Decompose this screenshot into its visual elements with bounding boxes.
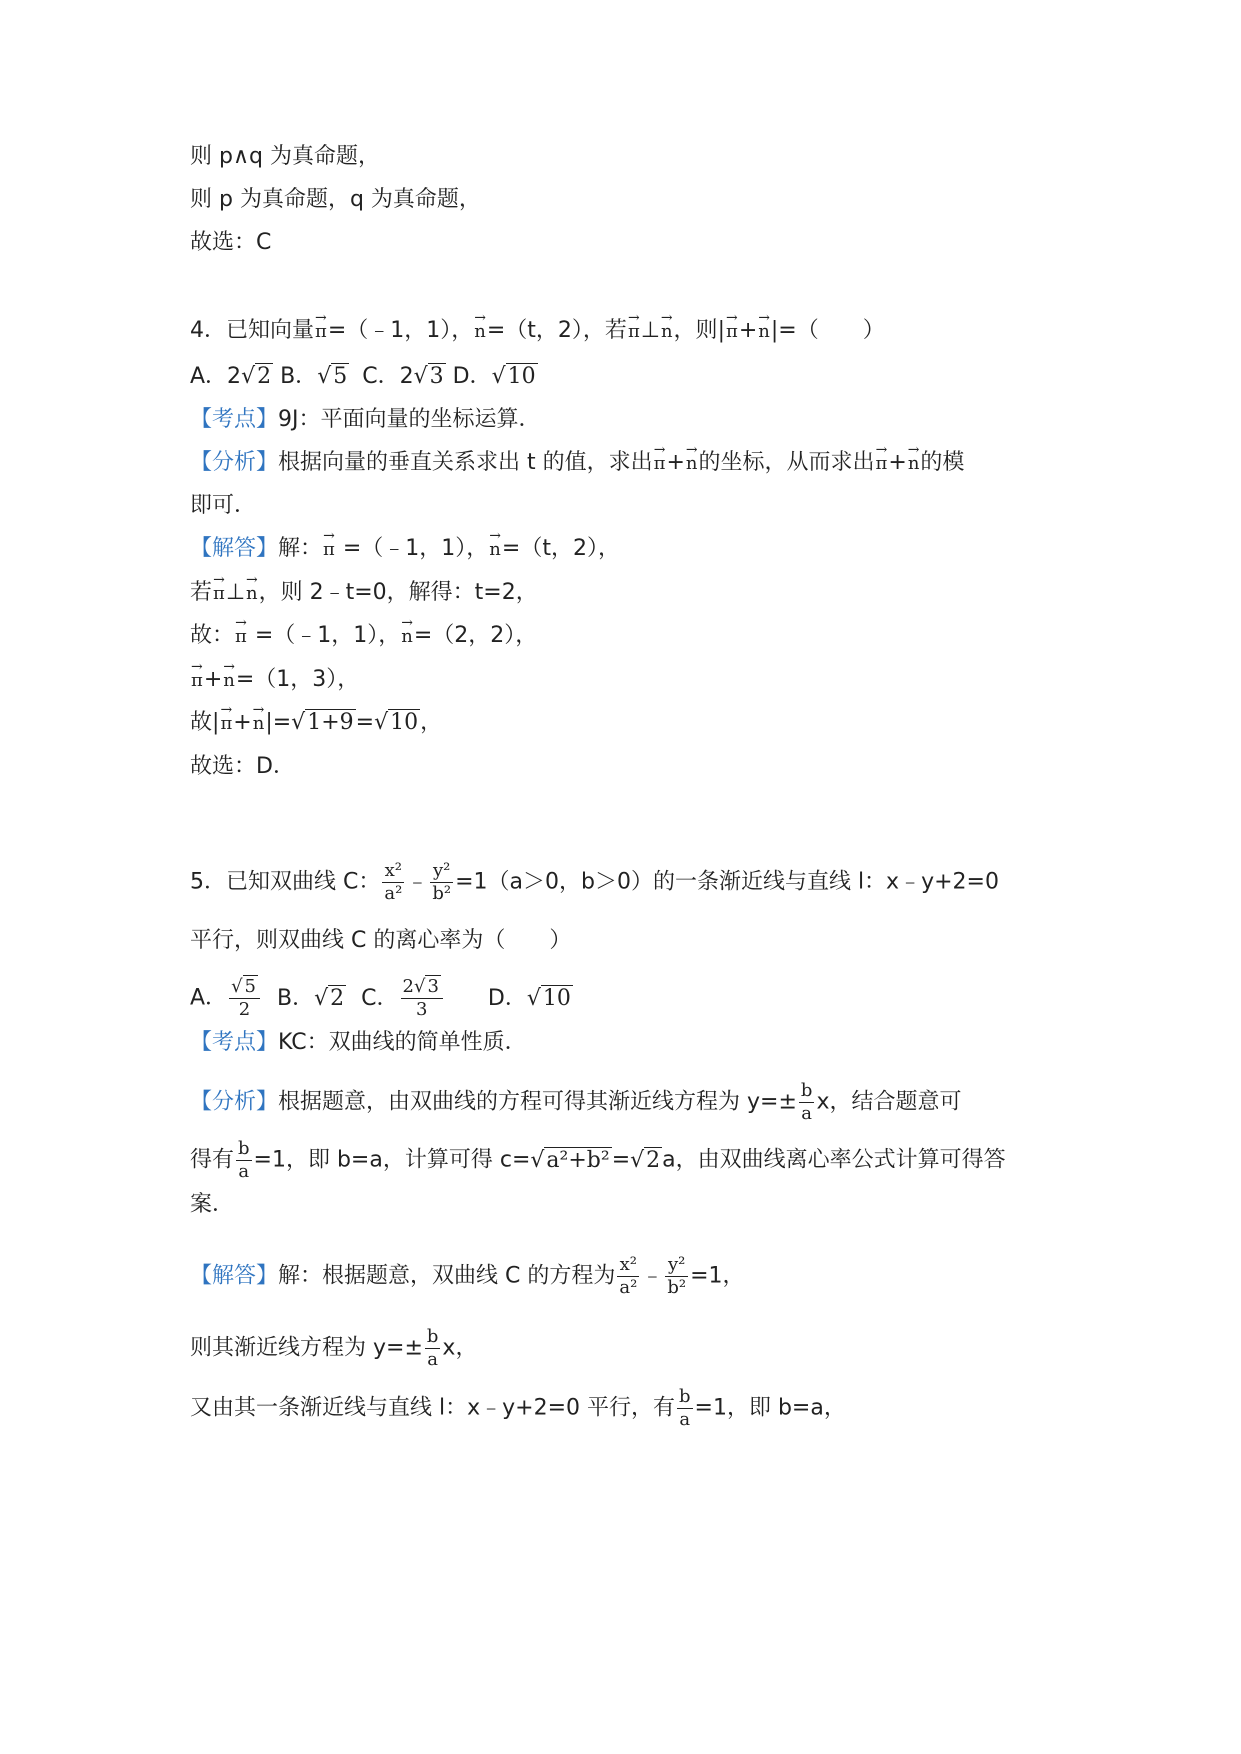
jieda-tag: 【解答】 bbox=[190, 1263, 279, 1289]
text-line: 故选：C bbox=[190, 230, 272, 255]
question-4-stem: 4．已知向量→ π=（﹣1，1），→ n=（t，2），若→ π⊥→ n，则|→ π+→ n|=（ ） bbox=[190, 316, 885, 347]
text-line: 则 p 为真命题，q 为真命题， bbox=[190, 187, 481, 212]
text-line: 平行，则双曲线 C 的离心率为（ ） bbox=[190, 928, 572, 953]
fenxi-line: 【分析】根据题意，由双曲线的方程可得其渐近线方程为 y=± $\frac{b}{a}$ x，结合题意可 bbox=[190, 1080, 962, 1124]
kaodian-line: 【考点】9J：平面向量的坐标运算． bbox=[190, 407, 541, 432]
fenxi-tag: 【分析】 bbox=[190, 450, 279, 475]
text-line: 得有 $\frac{b}{a}$ =1，即 b=a，计算可得 c=√a²+b²=√2a，由双曲线离心率公式计算可得答 bbox=[190, 1138, 1006, 1182]
text-line: → π+→ n=（1，3）， bbox=[190, 665, 359, 696]
vector-m: → π bbox=[314, 317, 328, 347]
text-line: 又由其一条渐近线与直线 l：x﹣y+2=0 平行，有 $\frac{b}{a}$ =1，即 b=a， bbox=[190, 1386, 846, 1430]
text-line: 案． bbox=[190, 1192, 235, 1217]
text-line: 则其渐近线方程为 y=± $\frac{b}{a}$ x， bbox=[190, 1326, 478, 1370]
text-line: 故选：D． bbox=[190, 754, 295, 779]
text-line: 即可． bbox=[190, 493, 257, 518]
question-4-options: A．2√2 B．√5 C．2√3 D．√10 bbox=[190, 364, 536, 389]
vector-n: → n bbox=[473, 317, 487, 347]
jieda-tag: 【解答】 bbox=[190, 536, 279, 561]
jieda-line: 【解答】解：→ π =（﹣1，1），→ n=（t，2）， bbox=[190, 534, 620, 565]
fenxi-line: 【分析】根据向量的垂直关系求出 t 的值，求出→ π+→ n的坐标，从而求出→ π+→ n的模 bbox=[190, 448, 964, 479]
kaodian-tag: 【考点】 bbox=[190, 1030, 279, 1055]
kaodian-line: 【考点】KC：双曲线的简单性质． bbox=[190, 1030, 527, 1055]
kaodian-tag: 【考点】 bbox=[190, 407, 279, 432]
question-5-stem: 5．已知双曲线 C： $\frac{\text{x²}}{\text{a²}}$ ﹣ $\frac{\text{y²}}{\text{b²}}$ =1（a＞0，b＞0）的一条渐近线与直线 l：x﹣y+2=0 bbox=[190, 860, 999, 904]
text-line: 故|→ π+→ n|=√1+9=√10， bbox=[190, 708, 442, 739]
fenxi-tag: 【分析】 bbox=[190, 1089, 279, 1115]
text-line: 若→ π⊥→ n，则 2﹣t=0，解得：t=2， bbox=[190, 578, 538, 609]
text-line: 则 p∧q 为真命题， bbox=[190, 144, 381, 169]
text-line: 故：→ π =（﹣1，1），→ n=（2，2）， bbox=[190, 621, 537, 652]
question-5-options: A． $\frac{√ 5}{2}$ B．√2 C． $\frac{2√ 3}{3}$ D．√10 bbox=[190, 976, 571, 1020]
jieda-line: 【解答】解：根据题意，双曲线 C 的方程为 $\frac{\text{x²}}{\text{a²}}$ ﹣ $\frac{\text{y²}}{\text{b²}}$ =1， bbox=[190, 1254, 745, 1298]
